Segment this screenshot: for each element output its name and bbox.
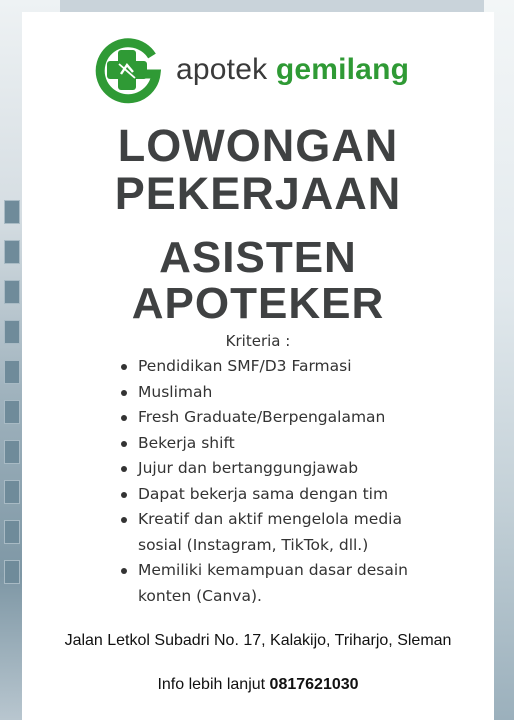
bullet-icon (121, 517, 127, 523)
brand-name (176, 53, 409, 87)
building-window (4, 240, 20, 264)
building-window (4, 480, 20, 504)
poster-card (22, 12, 494, 720)
position-title-line-1: ASISTEN (159, 233, 357, 282)
criteria-item (114, 482, 444, 508)
criteria-item-text: Fresh Graduate/Berpengalaman (138, 408, 386, 426)
criteria-list (114, 354, 444, 609)
contact-info (22, 676, 494, 694)
brand-name-regular: apotek (176, 53, 268, 86)
criteria-item (114, 380, 444, 406)
criteria-item-text: Pendidikan SMF/D3 Farmasi (138, 357, 352, 375)
criteria-item (114, 456, 444, 482)
headline-line-1: LOWONGAN (117, 120, 399, 171)
headline-line-2: PEKERJAAN (114, 168, 402, 219)
building-window (4, 320, 20, 344)
bullet-icon (121, 492, 127, 498)
bullet-icon (121, 466, 127, 472)
bullet-icon (121, 568, 127, 574)
criteria-item (114, 405, 444, 431)
bullet-icon (121, 441, 127, 447)
building-window (4, 400, 20, 424)
criteria-item-text: Jujur dan bertanggungjawab (138, 459, 359, 477)
building-window (4, 280, 20, 304)
brand-name-bold: gemilang (275, 53, 410, 86)
phone-number: 0817621030 (269, 676, 359, 693)
bullet-icon (121, 390, 127, 396)
criteria-item-text: Bekerja shift (138, 433, 235, 452)
criteria-item (114, 431, 444, 457)
bullet-icon (121, 364, 127, 370)
building-window (4, 440, 20, 464)
position-title-line-2: APOTEKER (131, 279, 385, 328)
criteria-item-text: Muslimah (138, 382, 213, 401)
bullet-icon (121, 415, 127, 421)
criteria-item-text: Dapat bekerja sama dengan tim (138, 484, 389, 503)
criteria-heading: Kriteria : (225, 332, 291, 350)
criteria-item-text: Kreatif dan aktif mengelola media sosial (Instagram, TikTok, dll.) (138, 510, 402, 554)
building-window (4, 200, 20, 224)
building-window (4, 520, 20, 544)
criteria-item (114, 354, 444, 380)
pharmacy-cross-logo-icon (92, 34, 164, 106)
building-window (4, 360, 20, 384)
criteria-item (114, 558, 444, 609)
building-window (4, 560, 20, 584)
criteria-item-text: Memiliki kemampuan dasar desain konten (Canva). (138, 561, 408, 605)
address: Jalan Letkol Subadri No. 17, Kalakijo, Triharjo, Sleman (64, 632, 452, 649)
brand-logo (92, 32, 432, 108)
criteria-item (114, 507, 444, 558)
info-label: Info lebih lanjut (157, 676, 266, 693)
